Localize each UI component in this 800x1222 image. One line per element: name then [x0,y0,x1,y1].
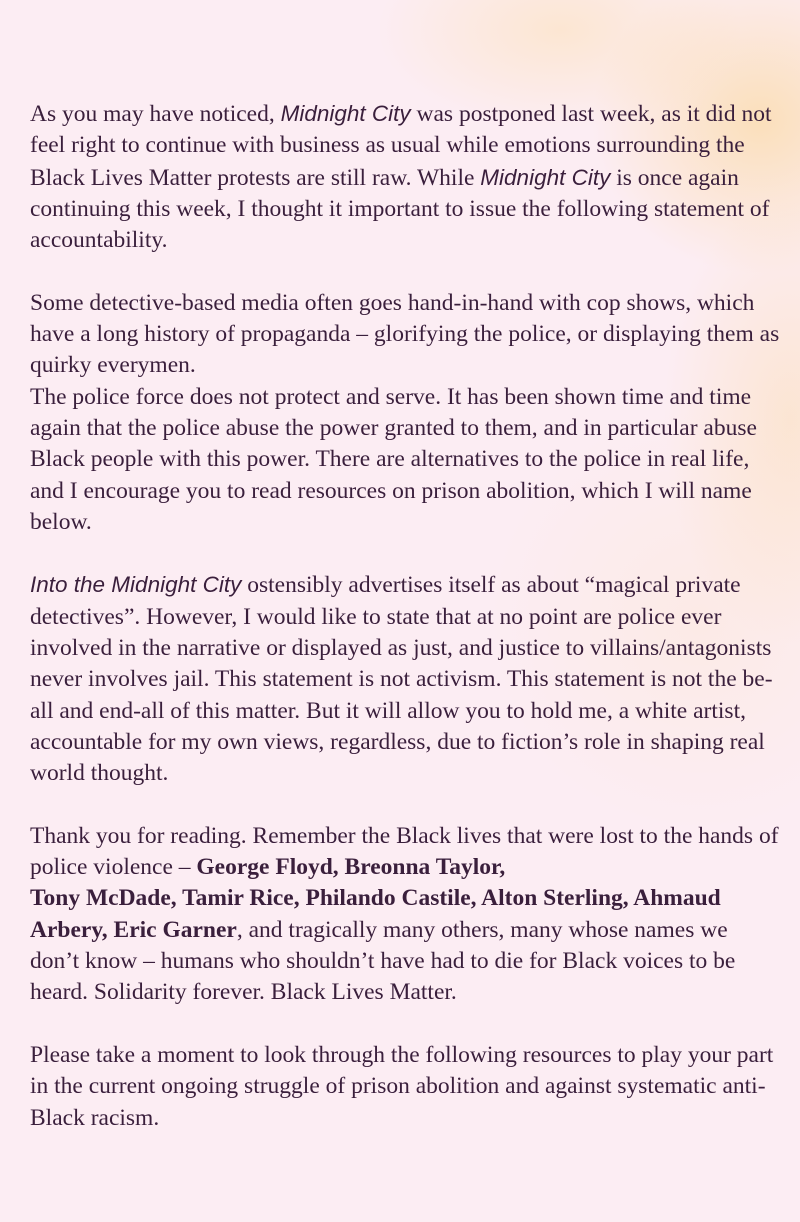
victim-names: Tony McDade, Tamir Rice, Philando Castile, Alton Sterling, Ahmaud Arbery, Eric Garner [30,885,721,943]
paragraph-remembrance [30,821,782,1009]
paragraph-text: Thank you for reading. Remember the Black lives that were lost to the hands of police violence – [30,822,779,881]
paragraph-text: was postponed last week, as it did not feel right to continue with business as usual while emotions surrounding the Black Lives Matter protests are still raw. While [30,101,772,191]
comic-title: Into the Midnight City [30,572,242,598]
paragraph-text: The police force does not protect and serve. It has been shown time and time again that the police abuse the power granted to them, and in particular abuse Black people with this power. There are alternatives to the police in real life, and I encourage you to read resources on prison abolition, which I will name below. [30,383,757,535]
paragraph-resources [30,1040,782,1134]
comic-title: Midnight City [480,164,611,190]
paragraph-text: is once again continuing this week, I thought it important to issue the following statement of accountability. [30,164,770,254]
paragraph-text: Please take a moment to look through the following resources to play your part in the current ongoing struggle of prison abolition and against systematic anti-Black racism. [30,1041,774,1131]
paragraph-text: , and tragically many others, many whose names we don’t know – humans who shouldn’t have had to die for Black voices to be heard. Solidarity forever. Black Lives Matter. [30,916,736,1006]
victim-names: George Floyd, Breonna Taylor, [196,854,506,881]
paragraph-text: As you may have noticed, [30,101,281,127]
paragraph-narrative [30,569,782,789]
paragraph-text: Some detective-based media often goes hand-in-hand with cop shows, which have a long history of propaganda – glorifying the police, or displaying them as quirky everymen. [30,289,780,379]
paragraph-text: ostensibly advertises itself as about “magical private detectives”. However, I would like to state that at no point are police ever involved in the narrative or displayed as just, and justice to villains/antagonists never involves jail. This statement is not activism. This statement is not the be-all and end-all of this matter. But it will allow you to hold me, a white artist, accountable for my own views, regardless, due to fiction’s role in shaping real world thought. [30,572,773,787]
paragraph-police-media [30,288,782,538]
comic-title: Midnight City [280,101,411,126]
paragraph-postponement [30,98,782,256]
statement-body [30,98,782,1165]
